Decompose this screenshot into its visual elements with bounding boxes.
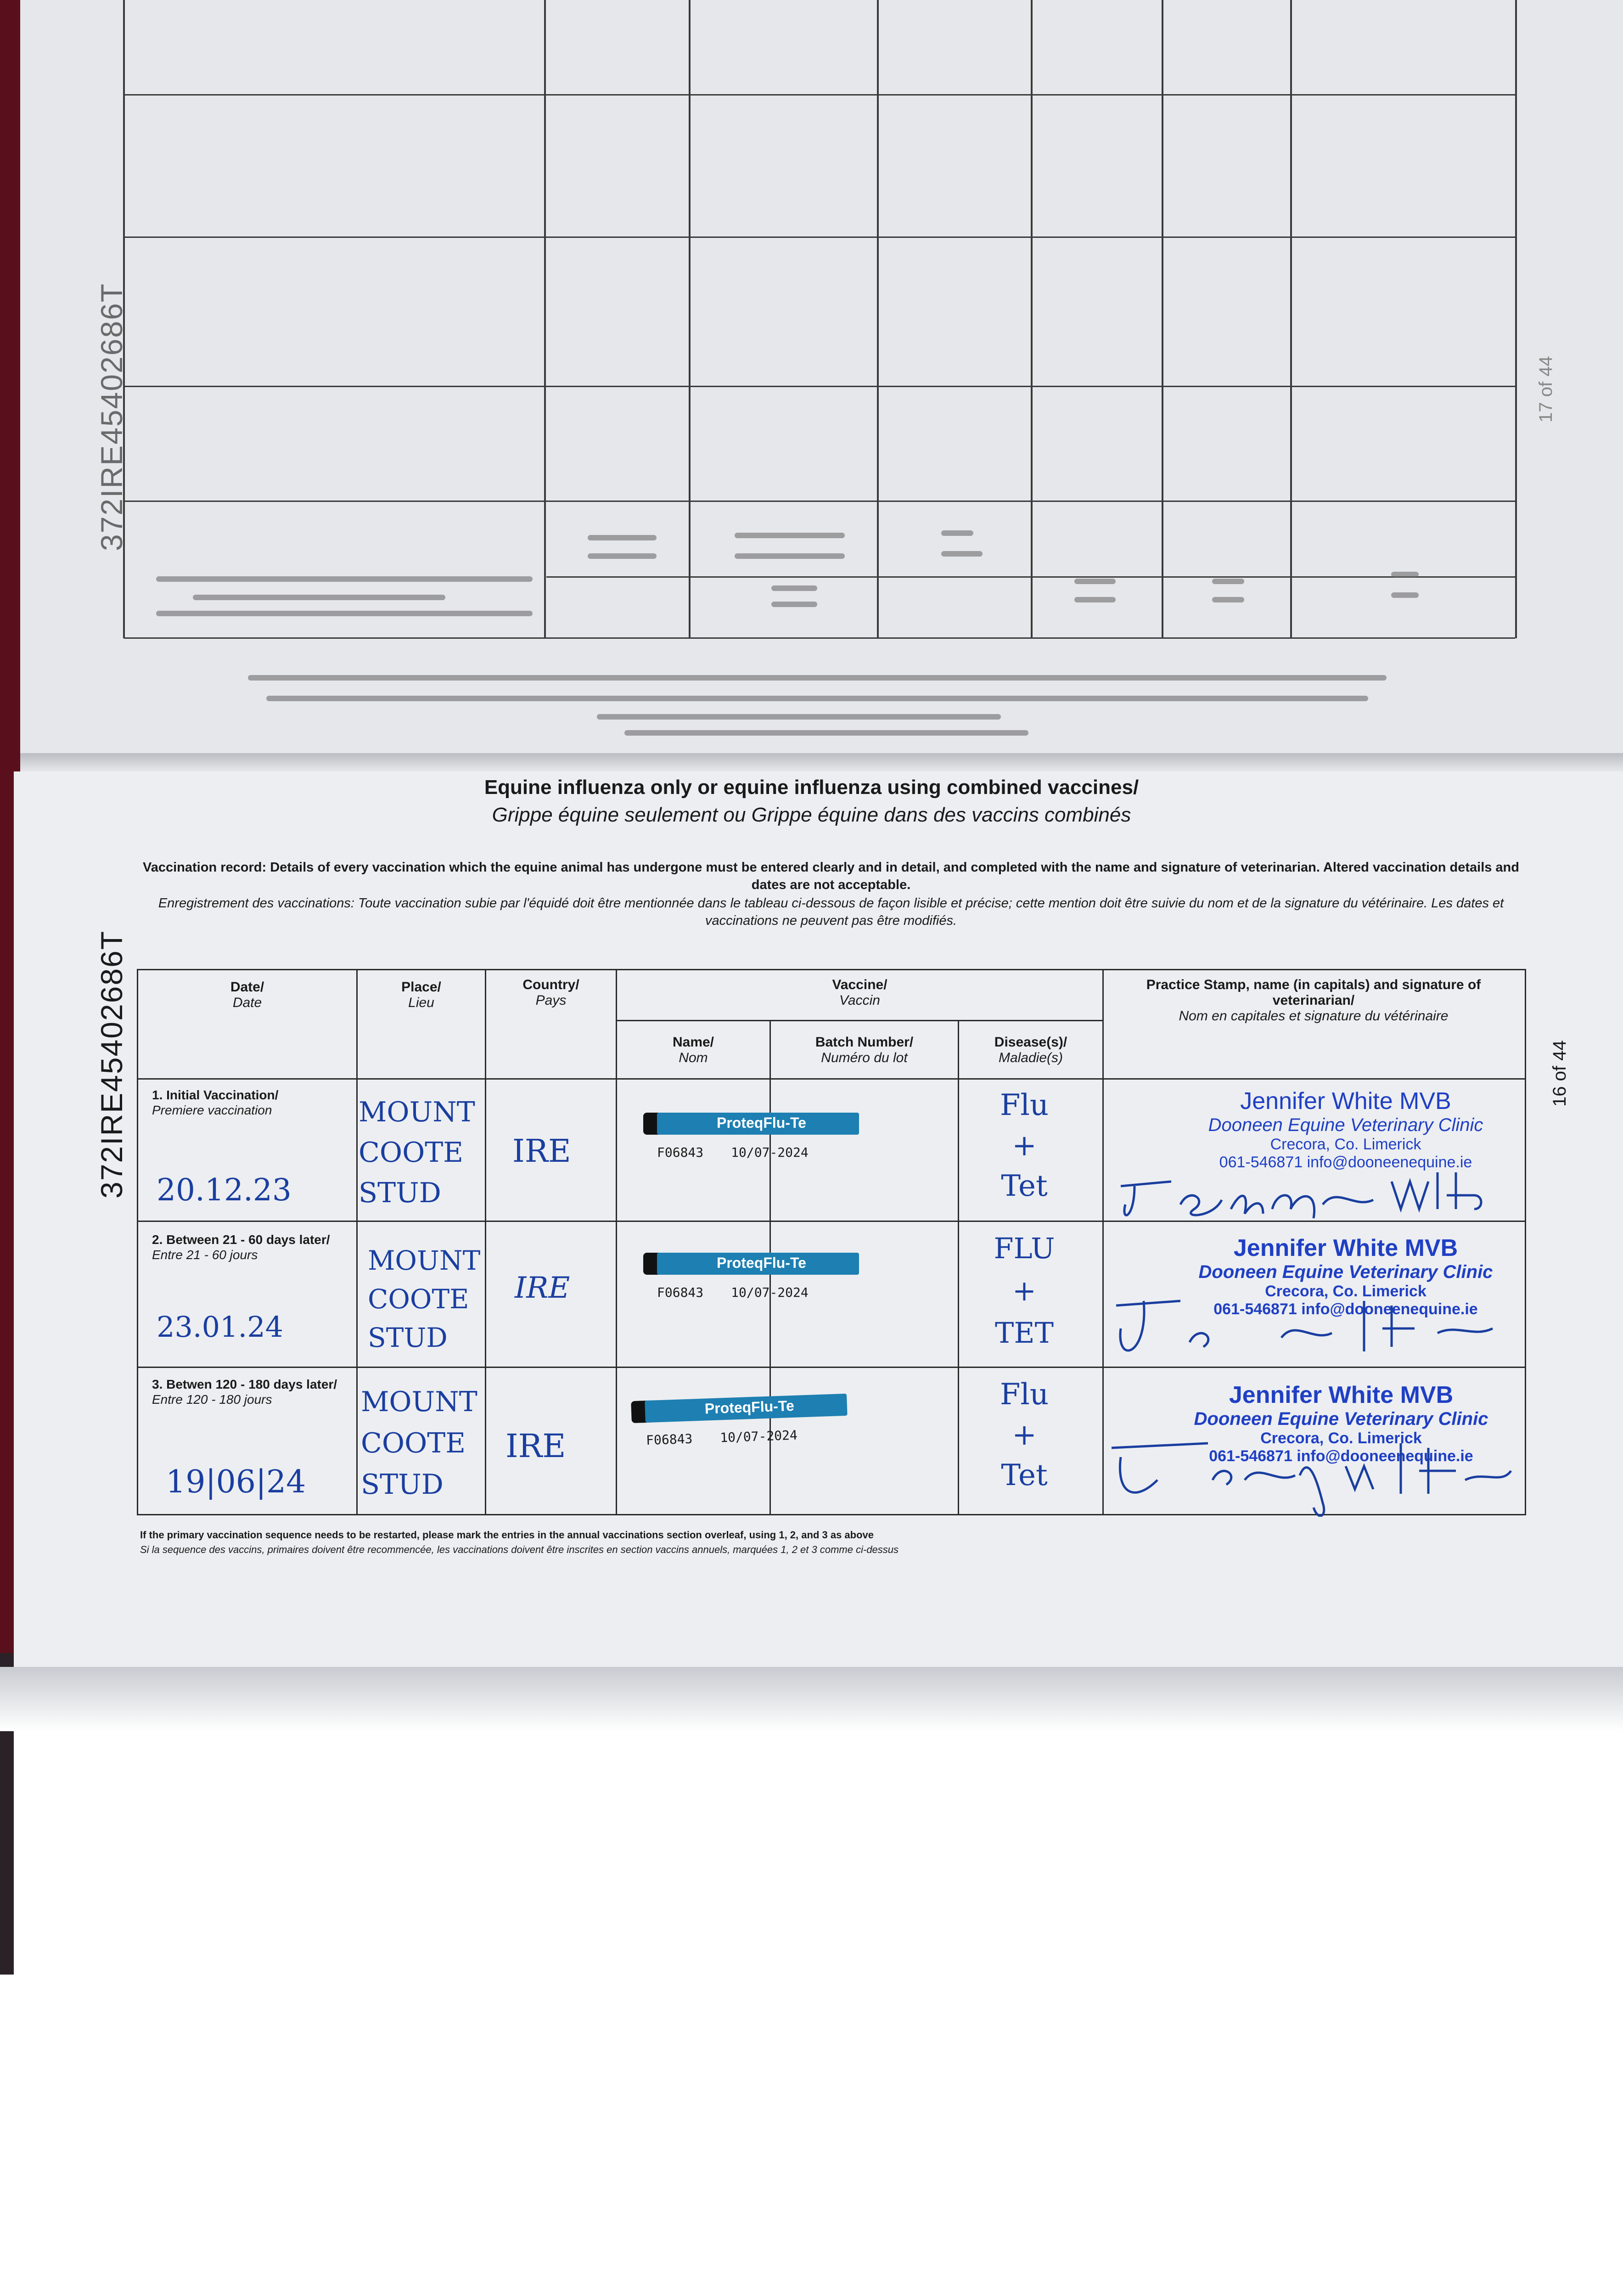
country-entry: IRE [505, 1427, 566, 1465]
vet-stamp: Jennifer White MVB Dooneen Equine Veterinary Clinic Crecora, Co. Limerick 061-546871 info@dooneenequine.ie [1194, 1382, 1488, 1465]
date-entry: 23.01.24 [157, 1310, 284, 1344]
country-entry: IRE [512, 1133, 571, 1170]
header-vaccine-name: Name/ Nom [672, 1035, 714, 1065]
vet-signature [1107, 1429, 1520, 1517]
header-vaccine: Vaccine/ Vaccin [832, 977, 887, 1008]
vaccine-sticker: ProteqFlu-Te F06843 10/07-2024 [639, 1248, 864, 1308]
disease-entry: Flu + Tet [1000, 1088, 1049, 1203]
header-practice-stamp: Practice Stamp, name (in capitals) and signature of veterinarian/ Nom en capitales et signature du vétérinaire [1146, 977, 1481, 1024]
header-place: Place/ Lieu [401, 979, 441, 1010]
serial-number-upper: 372IRE45402686T [95, 282, 129, 551]
row-label: 2. Between 21 - 60 days later/ Entre 21 - 60 jours [152, 1232, 330, 1262]
vet-signature [1116, 1154, 1511, 1227]
header-country: Country/ Pays [522, 977, 579, 1008]
notice-french: Enregistrement des vaccinations: Toute vaccination subie par l'équidé doit être mentionnée dans le tableau ci-dessous de façon lisible et précise; cette mention doit être suivie du nom et de la signature du vétérinaire. Les dates et vaccinations ne peuvent pas être modifiés. [158, 896, 1504, 928]
serial-number: 372IRE45402686T [95, 930, 129, 1199]
upper-page [20, 0, 1623, 762]
section-subtitle: Grippe équine seulement ou Grippe équine dans des vaccins combinés [492, 804, 1131, 826]
vaccine-sticker: ProteqFlu-Te F06843 10/07-2024 [626, 1389, 853, 1456]
vaccine-sticker: ProteqFlu-Te F06843 10/07-2024 [639, 1108, 864, 1168]
header-batch-number: Batch Number/ Numéro du lot [815, 1035, 914, 1065]
place-entry: MOUNT COOTE STUD [361, 1386, 477, 1501]
page-fold [20, 753, 1623, 771]
date-entry: 20.12.23 [157, 1172, 292, 1208]
row-label: 1. Initial Vaccination/ Premiere vaccination [152, 1088, 279, 1117]
upper-page-number: 17 of 44 [1536, 356, 1556, 422]
footnote-french: Si la sequence des vaccins, primaires doivent être recommencée, les vaccinations doivent être inscrites en section vaccins annuels, marquées 1, 2 et 3 comme ci-dessus [140, 1544, 899, 1555]
notice-english: Vaccination record: Details of every vaccination which the equine animal has undergone must be entered clearly and in detail, and completed with the name and signature of veterinarian. Altered vaccination details and dates are not acceptable. [143, 860, 1519, 892]
vaccination-table [137, 969, 1526, 1515]
date-entry: 19|06|24 [166, 1464, 306, 1500]
footnote-english: If the primary vaccination sequence needs to be restarted, please mark the entries in the annual vaccinations section overleaf, using 1, 2, and 3 as above [140, 1529, 874, 1541]
country-entry: IRE [515, 1271, 570, 1305]
disease-entry: Flu + Tet [1000, 1378, 1049, 1492]
disease-entry: FLU + TET [994, 1232, 1055, 1350]
place-entry: MOUNT COOTE STUD [368, 1245, 481, 1353]
header-date: Date/ Date [230, 979, 264, 1010]
vet-stamp: Jennifer White MVB Dooneen Equine Veterinary Clinic Crecora, Co. Limerick 061-546871 info@dooneenequine.ie [1208, 1088, 1483, 1171]
section-title: Equine influenza only or equine influenza using combined vaccines/ [484, 776, 1139, 799]
row-label: 3. Betwen 120 - 180 days later/ Entre 120 - 180 jours [152, 1377, 337, 1407]
vet-signature [1107, 1287, 1520, 1370]
page-number: 16 of 44 [1550, 1040, 1570, 1107]
vet-stamp: Jennifer White MVB Dooneen Equine Veterinary Clinic Crecora, Co. Limerick 061-546871 info@dooneenequine.ie [1198, 1235, 1493, 1318]
header-diseases: Disease(s)/ Maladie(s) [994, 1035, 1067, 1065]
place-entry: MOUNT COOTE STUD [359, 1096, 475, 1209]
cover-edge [0, 1667, 1623, 1731]
